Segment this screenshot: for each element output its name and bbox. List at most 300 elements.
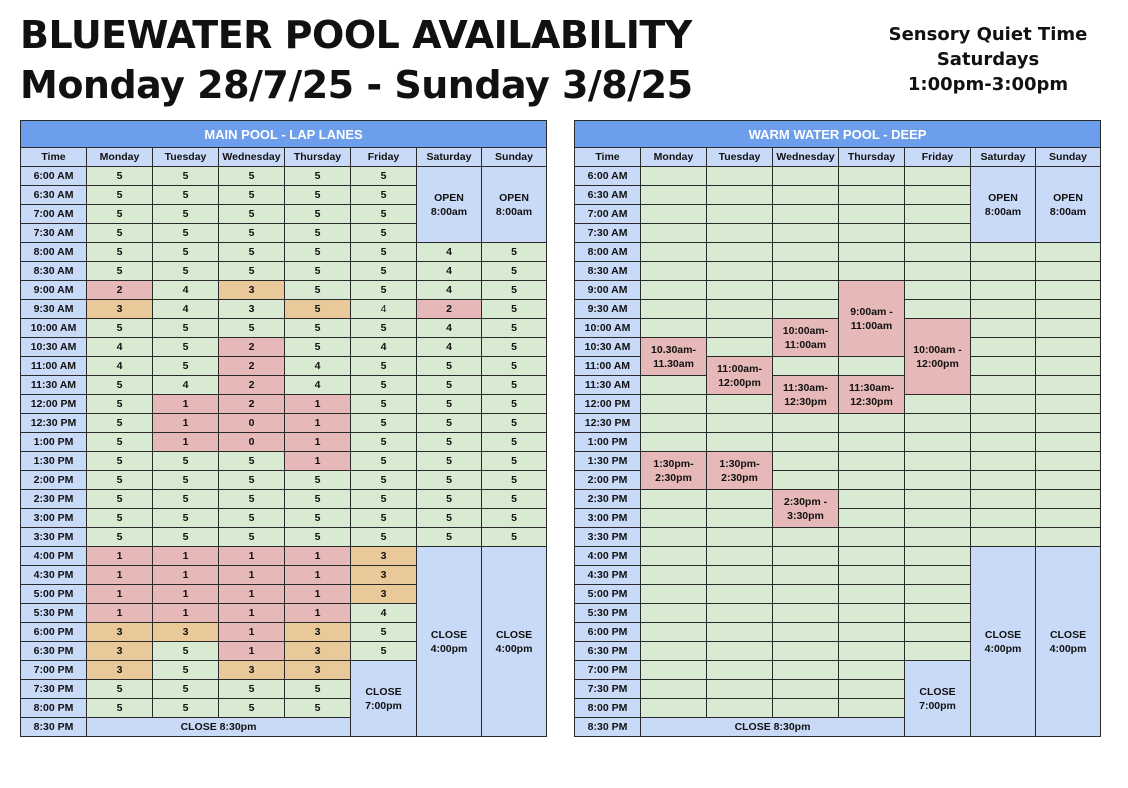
available-slot — [773, 205, 839, 224]
availability-cell: 5 — [219, 186, 285, 205]
availability-cell: 4 — [153, 281, 219, 300]
available-slot — [773, 471, 839, 490]
main-pool-title: MAIN POOL - LAP LANES — [21, 121, 547, 148]
time-cell: 11:00 AM — [21, 357, 87, 376]
availability-cell: 5 — [87, 243, 153, 262]
time-cell: 1:30 PM — [21, 452, 87, 471]
availability-cell: 5 — [87, 167, 153, 186]
available-slot — [839, 262, 905, 281]
table-row — [575, 547, 1101, 566]
available-slot — [773, 414, 839, 433]
available-slot — [773, 566, 839, 585]
available-slot — [971, 357, 1036, 376]
booking-cell: 11:00am- 12:00pm — [707, 357, 773, 395]
available-slot — [773, 243, 839, 262]
time-cell: 2:00 PM — [21, 471, 87, 490]
availability-cell: 5 — [219, 243, 285, 262]
availability-cell: 3 — [351, 566, 417, 585]
availability-cell: 3 — [219, 300, 285, 319]
available-slot — [1036, 243, 1101, 262]
availability-cell: 4 — [87, 338, 153, 357]
table-row — [21, 300, 547, 319]
availability-cell: 1 — [285, 585, 351, 604]
available-slot — [641, 433, 707, 452]
availability-cell: 1 — [219, 547, 285, 566]
booking-cell: 10.30am- 11.30am — [641, 338, 707, 376]
booking-cell: 11:30am- 12:30pm — [773, 376, 839, 414]
availability-cell: 2 — [219, 395, 285, 414]
friday-close-cell: CLOSE 7:00pm — [351, 661, 417, 737]
available-slot — [905, 395, 971, 414]
available-slot — [1036, 357, 1101, 376]
time-cell: 9:30 AM — [21, 300, 87, 319]
available-slot — [641, 566, 707, 585]
availability-cell: 4 — [153, 300, 219, 319]
available-slot — [839, 490, 905, 509]
time-cell: 4:30 PM — [21, 566, 87, 585]
available-slot — [641, 585, 707, 604]
time-cell: 9:00 AM — [21, 281, 87, 300]
available-slot — [773, 452, 839, 471]
column-header: Tuesday — [153, 148, 219, 167]
available-slot — [1036, 319, 1101, 338]
availability-cell: 5 — [87, 490, 153, 509]
availability-cell: 1 — [285, 547, 351, 566]
availability-cell: 2 — [417, 300, 482, 319]
availability-cell: 5 — [285, 509, 351, 528]
booking-cell: 10:00am - 12:00pm — [905, 319, 971, 395]
availability-cell: 4 — [417, 281, 482, 300]
available-slot — [971, 281, 1036, 300]
availability-cell: 5 — [351, 414, 417, 433]
availability-cell: 5 — [285, 680, 351, 699]
available-slot — [641, 300, 707, 319]
availability-cell: 1 — [285, 414, 351, 433]
available-slot — [707, 414, 773, 433]
availability-cell: 5 — [417, 357, 482, 376]
table-row — [21, 338, 547, 357]
availability-cell: 5 — [417, 490, 482, 509]
time-cell: 8:30 PM — [575, 718, 641, 737]
availability-cell: 4 — [417, 338, 482, 357]
time-cell: 12:30 PM — [575, 414, 641, 433]
time-cell: 3:00 PM — [575, 509, 641, 528]
column-header: Thursday — [839, 148, 905, 167]
quiet-line-3: 1:00pm-3:00pm — [907, 74, 1069, 95]
availability-cell: 5 — [482, 528, 547, 547]
warm-pool-header-row — [575, 148, 1101, 167]
availability-cell: 5 — [285, 319, 351, 338]
time-cell: 7:00 AM — [21, 205, 87, 224]
availability-cell: 5 — [351, 642, 417, 661]
table-row — [575, 490, 1101, 509]
table-row — [21, 376, 547, 395]
availability-cell: 5 — [351, 205, 417, 224]
availability-cell: 5 — [351, 433, 417, 452]
table-row — [21, 243, 547, 262]
available-slot — [1036, 509, 1101, 528]
availability-cell: 5 — [87, 186, 153, 205]
available-slot — [905, 566, 971, 585]
availability-cell: 5 — [351, 452, 417, 471]
available-slot — [839, 357, 905, 376]
sunday-close-cell: CLOSE 4:00pm — [1036, 547, 1101, 737]
availability-cell: 2 — [219, 376, 285, 395]
availability-cell: 5 — [351, 395, 417, 414]
availability-cell: 5 — [153, 661, 219, 680]
availability-cell: 5 — [153, 167, 219, 186]
availability-cell: 5 — [219, 471, 285, 490]
available-slot — [905, 433, 971, 452]
column-header: Sunday — [1036, 148, 1101, 167]
availability-cell: 5 — [219, 509, 285, 528]
available-slot — [641, 528, 707, 547]
available-slot — [773, 357, 839, 376]
availability-cell: 5 — [482, 338, 547, 357]
availability-cell: 3 — [351, 547, 417, 566]
availability-cell: 5 — [87, 414, 153, 433]
column-header: Time — [575, 148, 641, 167]
available-slot — [641, 509, 707, 528]
table-row — [21, 395, 547, 414]
availability-cell: 5 — [285, 699, 351, 718]
availability-cell: 4 — [417, 319, 482, 338]
table-row — [21, 490, 547, 509]
availability-cell: 5 — [219, 319, 285, 338]
available-slot — [839, 623, 905, 642]
time-cell: 11:30 AM — [21, 376, 87, 395]
availability-cell: 5 — [482, 414, 547, 433]
available-slot — [1036, 395, 1101, 414]
saturday-open-cell: OPEN 8:00am — [417, 167, 482, 243]
time-cell: 6:00 AM — [575, 167, 641, 186]
table-row — [21, 528, 547, 547]
available-slot — [839, 661, 905, 680]
available-slot — [1036, 376, 1101, 395]
available-slot — [1036, 281, 1101, 300]
availability-cell: 5 — [153, 338, 219, 357]
available-slot — [839, 433, 905, 452]
availability-cell: 5 — [153, 680, 219, 699]
availability-cell: 3 — [153, 623, 219, 642]
time-cell: 9:30 AM — [575, 300, 641, 319]
available-slot — [707, 262, 773, 281]
available-slot — [707, 680, 773, 699]
availability-cell: 5 — [351, 509, 417, 528]
quiet-line-1: Sensory Quiet Time — [888, 24, 1088, 45]
available-slot — [707, 585, 773, 604]
available-slot — [905, 452, 971, 471]
available-slot — [641, 205, 707, 224]
available-slot — [707, 661, 773, 680]
available-slot — [839, 186, 905, 205]
availability-cell: 5 — [153, 262, 219, 281]
availability-cell: 5 — [285, 471, 351, 490]
time-cell: 10:00 AM — [21, 319, 87, 338]
time-cell: 5:30 PM — [21, 604, 87, 623]
available-slot — [707, 642, 773, 661]
availability-cell: 1 — [219, 566, 285, 585]
availability-cell: 5 — [219, 699, 285, 718]
available-slot — [905, 528, 971, 547]
available-slot — [971, 414, 1036, 433]
availability-cell: 5 — [219, 205, 285, 224]
availability-cell: 4 — [87, 357, 153, 376]
availability-cell: 5 — [482, 433, 547, 452]
available-slot — [641, 642, 707, 661]
available-slot — [773, 224, 839, 243]
availability-cell: 2 — [87, 281, 153, 300]
column-header: Thursday — [285, 148, 351, 167]
time-cell: 4:30 PM — [575, 566, 641, 585]
available-slot — [839, 528, 905, 547]
available-slot — [773, 300, 839, 319]
availability-cell: 4 — [417, 262, 482, 281]
time-cell: 7:00 PM — [21, 661, 87, 680]
time-cell: 5:00 PM — [21, 585, 87, 604]
available-slot — [707, 186, 773, 205]
availability-cell: 5 — [417, 452, 482, 471]
time-cell: 2:30 PM — [21, 490, 87, 509]
available-slot — [839, 452, 905, 471]
availability-cell: 5 — [285, 224, 351, 243]
available-slot — [839, 205, 905, 224]
availability-cell: 1 — [219, 642, 285, 661]
availability-cell: 1 — [153, 566, 219, 585]
availability-cell: 5 — [351, 528, 417, 547]
sensory-quiet-time-note — [858, 22, 1118, 97]
time-cell: 6:30 AM — [575, 186, 641, 205]
time-cell: 2:30 PM — [575, 490, 641, 509]
available-slot — [641, 281, 707, 300]
table-row — [575, 528, 1101, 547]
availability-cell: 3 — [285, 642, 351, 661]
available-slot — [773, 623, 839, 642]
time-cell: 7:00 AM — [575, 205, 641, 224]
main-pool-header-row — [21, 148, 547, 167]
available-slot — [773, 281, 839, 300]
available-slot — [1036, 528, 1101, 547]
table-row — [21, 262, 547, 281]
available-slot — [839, 680, 905, 699]
availability-cell: 4 — [153, 376, 219, 395]
table-row — [575, 376, 1101, 395]
time-cell: 6:00 AM — [21, 167, 87, 186]
availability-cell: 5 — [285, 186, 351, 205]
time-cell: 6:00 PM — [21, 623, 87, 642]
availability-cell: 4 — [285, 357, 351, 376]
page-title — [20, 10, 693, 110]
available-slot — [641, 167, 707, 186]
availability-cell: 0 — [219, 414, 285, 433]
available-slot — [707, 566, 773, 585]
time-cell: 8:30 AM — [21, 262, 87, 281]
availability-cell: 1 — [285, 433, 351, 452]
column-header: Saturday — [417, 148, 482, 167]
available-slot — [905, 547, 971, 566]
time-cell: 5:00 PM — [575, 585, 641, 604]
availability-cell: 5 — [87, 376, 153, 395]
availability-cell: 3 — [87, 300, 153, 319]
time-cell: 7:30 AM — [21, 224, 87, 243]
available-slot — [905, 300, 971, 319]
booking-cell: 11:30am- 12:30pm — [839, 376, 905, 414]
available-slot — [641, 604, 707, 623]
available-slot — [707, 699, 773, 718]
availability-cell: 5 — [153, 699, 219, 718]
quiet-line-2: Saturdays — [936, 49, 1040, 70]
availability-cell: 5 — [87, 319, 153, 338]
table-row — [575, 433, 1101, 452]
table-row — [575, 300, 1101, 319]
availability-cell: 5 — [153, 319, 219, 338]
table-row — [575, 243, 1101, 262]
column-header: Wednesday — [773, 148, 839, 167]
availability-cell: 5 — [87, 262, 153, 281]
available-slot — [839, 414, 905, 433]
close-830-cell: CLOSE 8:30pm — [87, 718, 351, 737]
availability-cell: 5 — [87, 680, 153, 699]
availability-cell: 1 — [153, 395, 219, 414]
main-pool-table — [20, 120, 547, 737]
availability-cell: 3 — [87, 661, 153, 680]
availability-cell: 5 — [285, 281, 351, 300]
available-slot — [1036, 452, 1101, 471]
availability-cell: 5 — [417, 471, 482, 490]
sunday-open-cell: OPEN 8:00am — [482, 167, 547, 243]
table-row — [575, 167, 1101, 186]
booking-cell: 1:30pm- 2:30pm — [707, 452, 773, 490]
column-header: Monday — [641, 148, 707, 167]
available-slot — [839, 243, 905, 262]
available-slot — [905, 186, 971, 205]
available-slot — [971, 243, 1036, 262]
available-slot — [971, 338, 1036, 357]
table-row — [21, 357, 547, 376]
available-slot — [707, 319, 773, 338]
column-header: Wednesday — [219, 148, 285, 167]
availability-cell: 5 — [351, 224, 417, 243]
availability-cell: 1 — [285, 566, 351, 585]
available-slot — [1036, 433, 1101, 452]
table-row — [21, 452, 547, 471]
available-slot — [905, 623, 971, 642]
time-cell: 10:30 AM — [575, 338, 641, 357]
time-cell: 7:30 PM — [575, 680, 641, 699]
availability-cell: 5 — [153, 528, 219, 547]
time-cell: 8:00 AM — [575, 243, 641, 262]
availability-cell: 4 — [351, 300, 417, 319]
available-slot — [971, 452, 1036, 471]
availability-cell: 5 — [482, 300, 547, 319]
availability-cell: 4 — [351, 604, 417, 623]
available-slot — [707, 509, 773, 528]
time-cell: 6:30 PM — [21, 642, 87, 661]
column-header: Sunday — [482, 148, 547, 167]
table-row — [575, 281, 1101, 300]
availability-cell: 3 — [219, 661, 285, 680]
availability-cell: 5 — [153, 471, 219, 490]
available-slot — [905, 509, 971, 528]
warm-pool-title-row — [575, 121, 1101, 148]
availability-cell: 2 — [219, 357, 285, 376]
available-slot — [905, 224, 971, 243]
time-cell: 8:00 PM — [575, 699, 641, 718]
available-slot — [905, 262, 971, 281]
availability-cell: 5 — [87, 433, 153, 452]
availability-cell: 5 — [285, 243, 351, 262]
availability-cell: 5 — [482, 395, 547, 414]
availability-cell: 5 — [351, 623, 417, 642]
availability-cell: 3 — [87, 623, 153, 642]
time-cell: 3:30 PM — [575, 528, 641, 547]
time-cell: 6:30 PM — [575, 642, 641, 661]
availability-cell: 5 — [285, 528, 351, 547]
available-slot — [773, 661, 839, 680]
available-slot — [905, 414, 971, 433]
availability-cell: 1 — [87, 547, 153, 566]
available-slot — [707, 300, 773, 319]
table-row — [575, 509, 1101, 528]
time-cell: 12:30 PM — [21, 414, 87, 433]
availability-cell: 5 — [87, 205, 153, 224]
available-slot — [773, 528, 839, 547]
time-cell: 5:30 PM — [575, 604, 641, 623]
time-cell: 7:00 PM — [575, 661, 641, 680]
availability-cell: 5 — [285, 167, 351, 186]
available-slot — [905, 205, 971, 224]
availability-cell: 5 — [482, 262, 547, 281]
available-slot — [905, 604, 971, 623]
available-slot — [1036, 471, 1101, 490]
column-header: Friday — [351, 148, 417, 167]
available-slot — [707, 528, 773, 547]
availability-cell: 5 — [417, 433, 482, 452]
available-slot — [905, 281, 971, 300]
availability-cell: 5 — [219, 224, 285, 243]
availability-cell: 5 — [417, 414, 482, 433]
available-slot — [641, 262, 707, 281]
available-slot — [773, 699, 839, 718]
available-slot — [641, 699, 707, 718]
time-cell: 7:30 PM — [21, 680, 87, 699]
availability-cell: 5 — [219, 680, 285, 699]
availability-cell: 5 — [351, 262, 417, 281]
time-cell: 6:00 PM — [575, 623, 641, 642]
available-slot — [839, 224, 905, 243]
column-header: Friday — [905, 148, 971, 167]
column-header: Tuesday — [707, 148, 773, 167]
available-slot — [971, 395, 1036, 414]
available-slot — [971, 376, 1036, 395]
main-pool-title-row — [21, 121, 547, 148]
available-slot — [839, 585, 905, 604]
availability-cell: 1 — [87, 585, 153, 604]
time-cell: 12:00 PM — [575, 395, 641, 414]
availability-cell: 1 — [87, 604, 153, 623]
title-line-1: BLUEWATER POOL AVAILABILITY — [20, 13, 692, 57]
time-cell: 8:00 PM — [21, 699, 87, 718]
available-slot — [971, 528, 1036, 547]
available-slot — [773, 680, 839, 699]
available-slot — [707, 395, 773, 414]
availability-cell: 2 — [219, 338, 285, 357]
time-cell: 3:00 PM — [21, 509, 87, 528]
availability-cell: 5 — [87, 528, 153, 547]
availability-cell: 5 — [153, 490, 219, 509]
table-row — [21, 547, 547, 566]
available-slot — [641, 623, 707, 642]
